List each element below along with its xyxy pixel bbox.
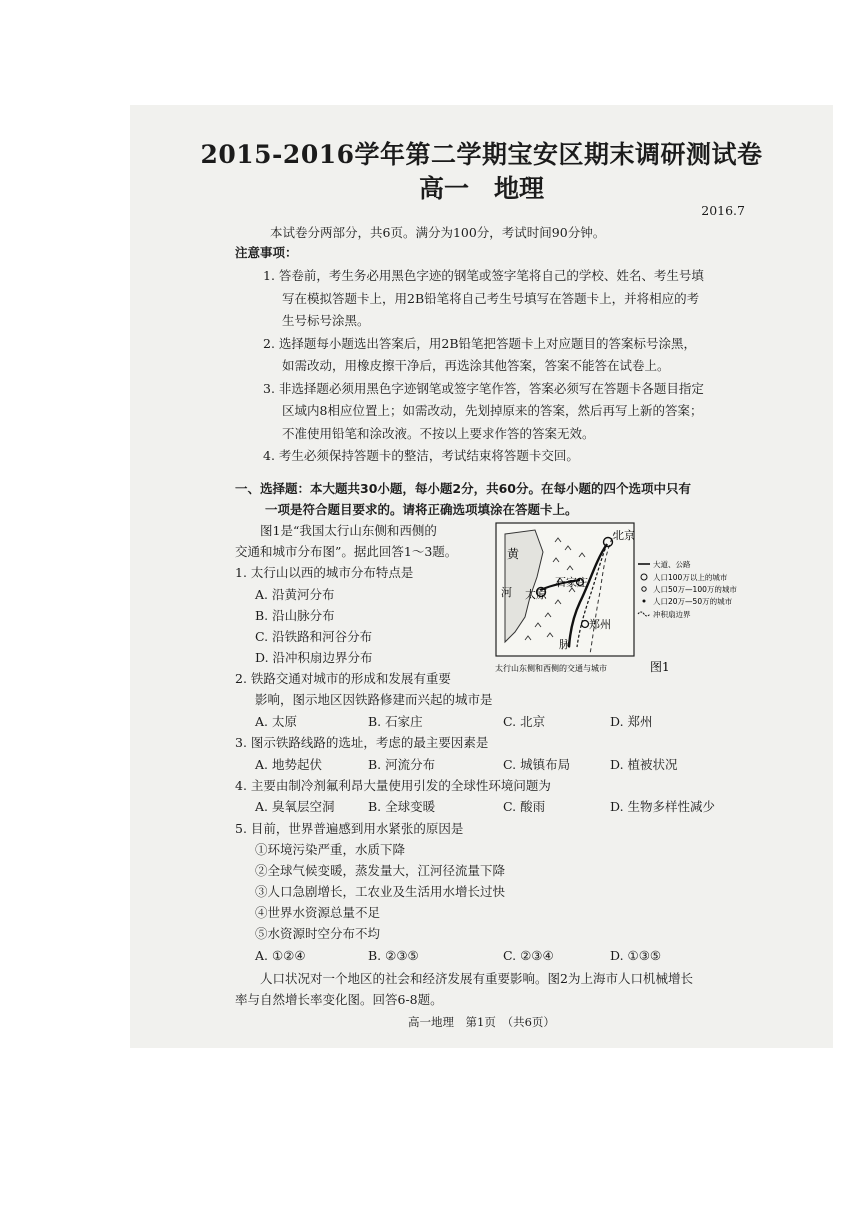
q3-option-c: C. 城镇布局 — [503, 757, 571, 772]
legend-item: 人口20万—50万的城市 — [653, 597, 733, 606]
q1-option-b: B. 沿山脉分布 — [255, 608, 335, 623]
page-footer: 高一地理 第1页 （共6页） — [408, 1015, 555, 1029]
q4-option-a: A. 臭氧层空洞 — [255, 799, 335, 814]
q4-option-c: C. 酸雨 — [503, 799, 546, 814]
q5-option-d: D. ①③⑤ — [610, 948, 662, 963]
figure1-label: 图1 — [650, 660, 670, 674]
q3-stem: 3. 图示铁路线路的选址，考虑的最主要因素是 — [235, 735, 489, 750]
q2-stem-1: 2. 铁路交通对城市的形成和发展有重要 — [235, 671, 451, 686]
note-line: 写在模拟答题卡上，用2B铅笔将自己考生号填写在答题卡上，并将相应的考 — [282, 291, 700, 306]
note-line: 4. 考生必须保持答题卡的整洁，考试结束将答题卡交回。 — [263, 448, 579, 463]
q4-option-d: D. 生物多样性减少 — [610, 799, 716, 814]
q2-option-b: B. 石家庄 — [368, 714, 423, 729]
q5-item-1: ①环境污染严重，水质下降 — [255, 842, 406, 857]
legend-item: 人口100万以上的城市 — [653, 573, 728, 582]
figure1-caption: 太行山东侧和西侧的交通与城市 — [495, 664, 607, 673]
legend-fan-symbol — [638, 612, 650, 616]
exam-date: 2016.7 — [701, 203, 745, 218]
section1-line1: 一、选择题：本大题共30小题，每小题2分，共60分。在每小题的四个选项中只有 — [235, 481, 691, 496]
fig2-intro-line2: 率与自然增长率变化图。回答6-8题。 — [235, 992, 443, 1007]
section1-line2: 一项是符合题目要求的。请将正确选项填涂在答题卡上。 — [265, 502, 578, 517]
label-shijiazhuang: 石家庄 — [555, 576, 588, 589]
fig1-intro-line1: 图1是“我国太行山东侧和西侧的 — [260, 523, 437, 538]
q5-option-a: A. ①②④ — [255, 948, 306, 963]
q1-option-c: C. 沿铁路和河谷分布 — [255, 629, 373, 644]
q3-option-b: B. 河流分布 — [368, 757, 436, 772]
q5-item-5: ⑤水资源时空分布不均 — [255, 926, 381, 941]
note-line: 1. 答卷前，考生务必用黑色字迹的钢笔或签字笔将自己的学校、姓名、考生号填 — [263, 268, 704, 283]
note-line: 生号标号涂黑。 — [282, 313, 370, 328]
note-line: 2. 选择题每小题选出答案后，用2B铅笔把答题卡上对应题目的答案标号涂黑， — [263, 336, 697, 351]
q4-stem: 4. 主要由制冷剂氟利昂大量使用引发的全球性环境问题为 — [235, 778, 551, 793]
note-line: 3. 非选择题必须用黑色字迹钢笔或签字笔作答，答案必须写在答题卡各题目指定 — [263, 381, 704, 396]
legend-item: 冲积扇边界 — [653, 610, 691, 619]
figure1-map — [495, 522, 762, 682]
q5-stem: 5. 目前，世界普遍感到用水紧张的原因是 — [235, 821, 464, 836]
exam-sheet — [130, 105, 833, 1048]
legend-small-city-symbol — [643, 600, 646, 603]
label-he: 河 — [501, 586, 512, 599]
q5-item-2: ②全球气候变暖，蒸发量大，江河径流量下降 — [255, 863, 506, 878]
q2-option-a: A. 太原 — [255, 714, 297, 729]
label-mountain: 脉 — [559, 638, 570, 651]
q4-option-b: B. 全球变暖 — [368, 799, 436, 814]
label-beijing: 北京 — [613, 529, 635, 542]
note-line: 如需改动，用橡皮擦干净后，再选涂其他答案，答案不能答在试卷上。 — [282, 358, 670, 373]
legend-large-city-symbol — [641, 574, 647, 580]
label-taiyuan: 太原 — [525, 588, 547, 601]
legend-medium-city-symbol — [642, 587, 646, 591]
note-line: 区域内8相应位置上；如需改动，先划掉原来的答案，然后再写上新的答案； — [282, 403, 703, 418]
map-graphic — [495, 522, 762, 682]
exam-subtitle: 高一 地理 — [418, 174, 544, 203]
q5-item-4: ④世界水资源总量不足 — [255, 905, 381, 920]
label-huang: 黄 — [507, 547, 520, 561]
legend-item: 人口50万—100万的城市 — [653, 585, 737, 594]
q1-option-d: D. 沿冲积扇边界分布 — [255, 650, 373, 665]
q2-option-c: C. 北京 — [503, 714, 546, 729]
exam-title: 2015-2016学年第二学期宝安区期末调研测试卷 — [200, 140, 763, 169]
fig2-intro-line1: 人口状况对一个地区的社会和经济发展有重要影响。图2为上海市人口机械增长 — [260, 971, 693, 986]
q5-option-c: C. ②③④ — [503, 948, 554, 963]
label-zhengzhou: 郑州 — [589, 618, 611, 631]
legend-item: 大道、公路 — [653, 560, 691, 569]
map-legend — [638, 559, 737, 619]
q3-option-a: A. 地势起伏 — [255, 757, 322, 772]
q2-stem-2: 影响，图示地区因铁路修建而兴起的城市是 — [255, 692, 493, 707]
q5-option-b: B. ②③⑤ — [368, 948, 419, 963]
q1-option-a: A. 沿黄河分布 — [255, 587, 335, 602]
notes-heading: 注意事项： — [235, 245, 298, 260]
q5-item-3: ③人口急剧增长，工农业及生活用水增长过快 — [255, 884, 506, 899]
exam-intro: 本试卷分两部分，共6页。满分为100分，考试时间90分钟。 — [270, 225, 606, 240]
fig1-intro-line2: 交通和城市分布图”。据此回答1～3题。 — [235, 544, 458, 559]
q1-stem: 1. 太行山以西的城市分布特点是 — [235, 565, 414, 580]
note-line: 不准使用铅笔和涂改液。不按以上要求作答的答案无效。 — [282, 426, 595, 441]
q2-option-d: D. 郑州 — [610, 714, 653, 729]
q3-option-d: D. 植被状况 — [610, 757, 678, 772]
